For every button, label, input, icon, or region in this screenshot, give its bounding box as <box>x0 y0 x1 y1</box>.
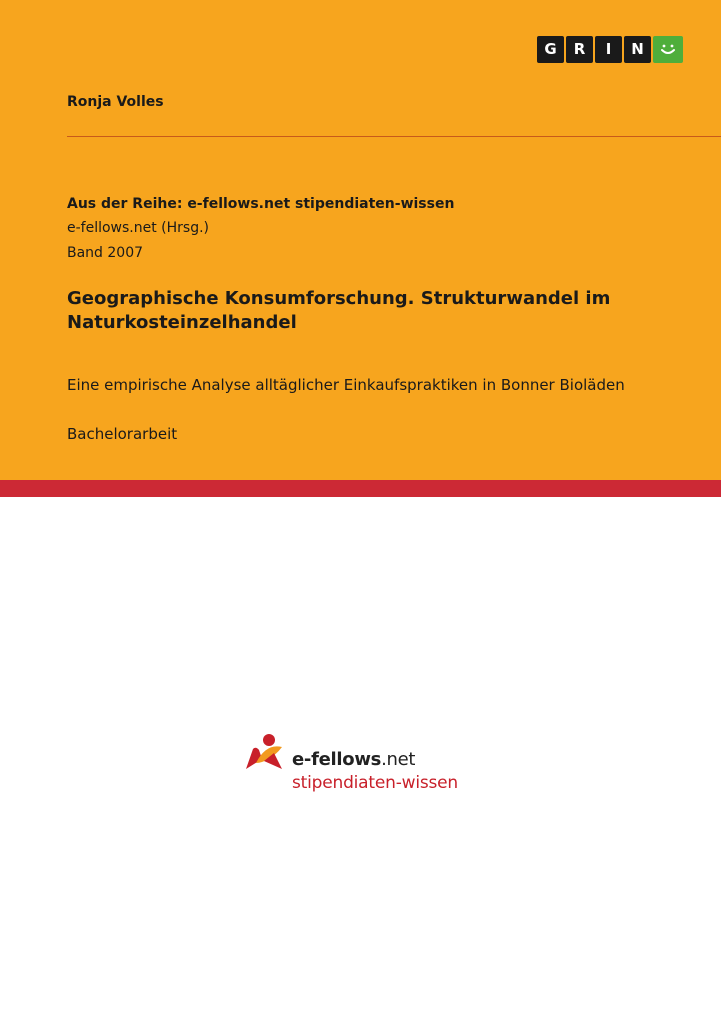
e-fellows-name <box>292 749 415 770</box>
e-fellows-figure-icon <box>244 733 288 773</box>
e-fellows-name-bold: e-fellows <box>292 749 382 770</box>
cover-panel <box>0 0 721 480</box>
grin-letter-g: G <box>537 36 564 63</box>
document-subtitle: Eine empirische Analyse alltäglicher Einkaufspraktiken in Bonner Bioläden <box>67 376 625 394</box>
red-band <box>0 480 721 497</box>
series-volume: Band 2007 <box>67 245 144 261</box>
author-name: Ronja Volles <box>67 94 164 110</box>
document-title: Geographische Konsumforschung. Strukturwandel im Naturkosteinzelhandel <box>67 288 611 333</box>
series-line: Aus der Reihe: e-fellows.net stipendiaten-wissen <box>67 196 455 212</box>
smile-icon <box>653 36 683 63</box>
grin-letter-n: N <box>624 36 651 63</box>
grin-logo <box>537 36 683 63</box>
grin-letter-r: R <box>566 36 593 63</box>
document-type: Bachelorarbeit <box>67 425 178 443</box>
grin-letter-i: I <box>595 36 622 63</box>
divider-line <box>67 136 721 137</box>
e-fellows-name-suffix: .net <box>381 749 416 770</box>
e-fellows-tagline: stipendiaten-wissen <box>292 773 459 793</box>
e-fellows-logo <box>244 733 494 803</box>
series-editor: e-fellows.net (Hrsg.) <box>67 220 210 236</box>
